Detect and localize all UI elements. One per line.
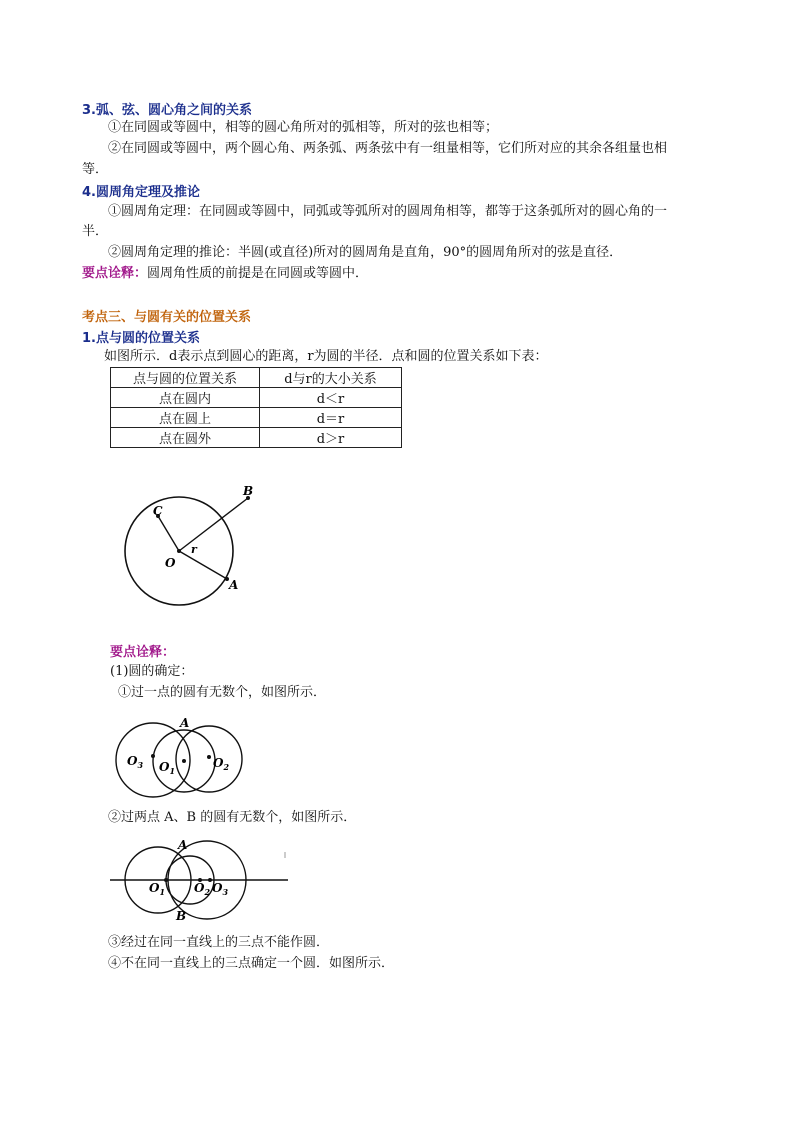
table-cell: 点在圆内 bbox=[111, 388, 260, 408]
label-o2: $O_2$ bbox=[213, 756, 230, 772]
label-o2: $O_2$ bbox=[194, 881, 211, 897]
determination-3: ③经过在同一直线上的三点不能作圆． bbox=[108, 935, 330, 950]
section-4-para-1-cont: 半． bbox=[82, 224, 109, 239]
point-o bbox=[177, 549, 181, 553]
table-cell: 点在圆上 bbox=[111, 408, 260, 428]
label-r: r bbox=[191, 543, 197, 556]
table-cell: d＝r bbox=[260, 408, 402, 428]
label-o3: $O_3$ bbox=[127, 754, 144, 770]
segment-ob bbox=[179, 498, 248, 551]
point-o3 bbox=[151, 754, 155, 758]
one-point-circles-figure bbox=[108, 710, 248, 802]
two-point-circles-figure bbox=[108, 834, 293, 926]
label-a: A bbox=[178, 838, 188, 852]
segment-oc bbox=[158, 516, 179, 551]
table-header-row bbox=[111, 368, 402, 388]
point-o1 bbox=[164, 878, 168, 882]
section-4-para-2: ②圆周角定理的推论：半圆(或直径)所对的圆周角是直角，90°的圆周角所对的弦是直径． bbox=[108, 245, 623, 260]
point-o2 bbox=[207, 755, 211, 759]
table-cell: d＞r bbox=[260, 428, 402, 448]
point-o1 bbox=[182, 759, 186, 763]
section-4-note bbox=[82, 264, 368, 284]
section-3-para-1: ①在同圆或等圆中，相等的圆心角所对的弧相等，所对的弦也相等； bbox=[108, 120, 499, 135]
label-o1: $O_1$ bbox=[149, 881, 166, 897]
table-cell: 点在圆外 bbox=[111, 428, 260, 448]
label-o1: $O_1$ bbox=[159, 760, 176, 776]
table-row bbox=[111, 428, 402, 448]
determination-4: ④不在同一直线上的三点确定一个圆．如图所示． bbox=[108, 956, 395, 971]
section-3-para-2-cont: 等． bbox=[82, 162, 109, 177]
subsection-1-intro: 如图所示．d表示点到圆心的距离，r为圆的半径．点和圆的位置关系如下表： bbox=[104, 349, 548, 364]
note-label-2: 要点诠释： bbox=[110, 645, 176, 660]
label-c: C bbox=[153, 504, 163, 518]
section-3-para-2: ②在同圆或等圆中，两个圆心角、两条弧、两条弦中有一组量相等，它们所对应的其余各组量也相 bbox=[108, 141, 668, 156]
label-b: B bbox=[243, 484, 254, 498]
label-b: B bbox=[176, 909, 187, 923]
table-row bbox=[111, 408, 402, 428]
section-3-heading: 3.弧、弦、圆心角之间的关系 bbox=[82, 103, 252, 118]
section-4-heading: 4.圆周角定理及推论 bbox=[82, 185, 200, 200]
label-a: A bbox=[180, 716, 190, 730]
point-circle-figure bbox=[110, 478, 270, 620]
label-o3: $O_3$ bbox=[212, 881, 229, 897]
table-cell: d＜r bbox=[260, 388, 402, 408]
section-4-para-1: ①圆周角定理：在同圆或等圆中，同弧或等弧所对的圆周角相等，都等于这条弧所对的圆心角的一 bbox=[108, 204, 668, 219]
table-header-cell: d与r的大小关系 bbox=[260, 368, 402, 388]
note-label: 要点诠释： bbox=[82, 266, 148, 281]
label-o: O bbox=[165, 556, 176, 570]
table-header-cell: 点与圆的位置关系 bbox=[111, 368, 260, 388]
topic-3-heading: 考点三、与圆有关的位置关系 bbox=[82, 310, 252, 325]
determination-title: (1)圆的确定： bbox=[110, 664, 194, 679]
position-relation-table bbox=[110, 367, 402, 448]
determination-1: ①过一点的圆有无数个，如图所示． bbox=[118, 685, 327, 700]
segment-oa bbox=[179, 551, 227, 579]
note-text: 圆周角性质的前提是在同圆或等圆中． bbox=[147, 266, 369, 281]
table-row bbox=[111, 388, 402, 408]
label-a: A bbox=[229, 578, 239, 592]
subsection-1-heading: 1.点与圆的位置关系 bbox=[82, 331, 200, 346]
determination-2: ②过两点 A、B 的圆有无数个，如图所示． bbox=[108, 810, 357, 825]
